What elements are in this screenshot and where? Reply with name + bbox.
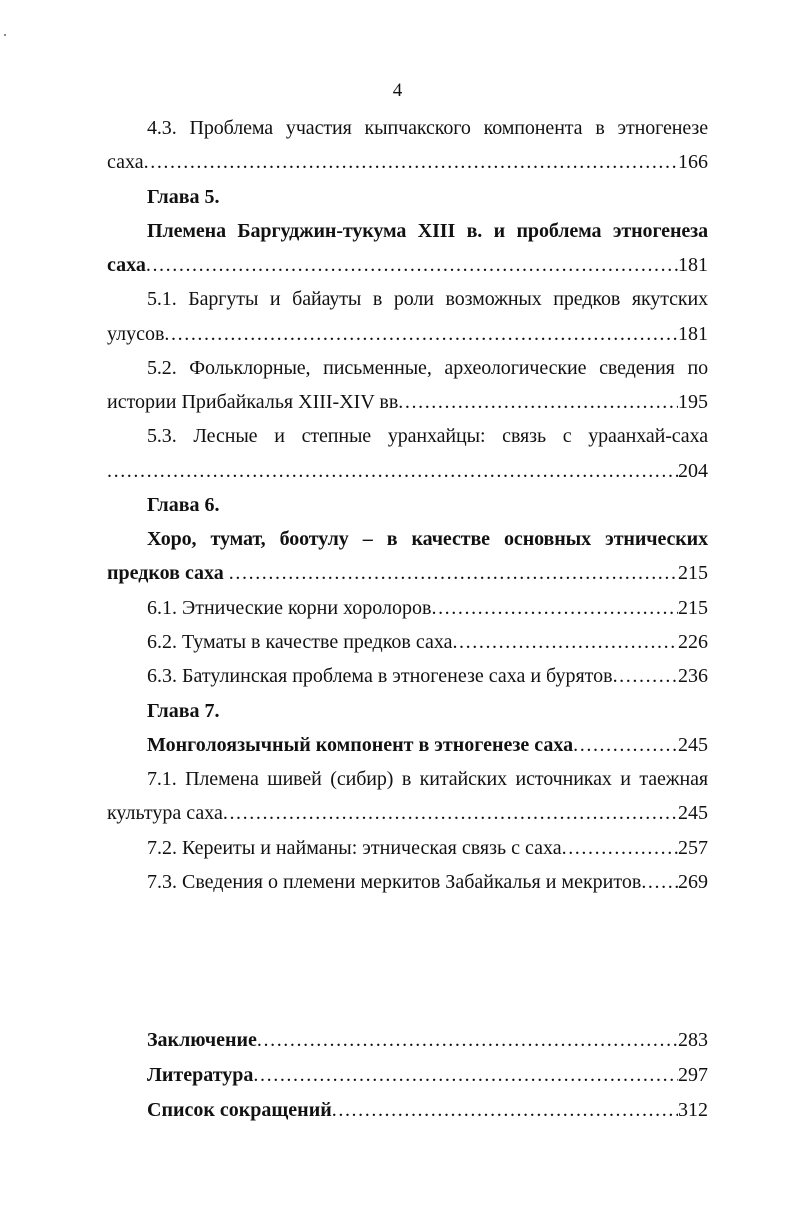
dot-leader	[332, 1093, 678, 1128]
toc-label: истории Прибайкалья XIII-XIV вв	[107, 391, 399, 414]
toc-page: 245	[678, 733, 708, 756]
toc-entry-7-1-leader[interactable]	[107, 796, 708, 830]
toc-entry-5-3-title: 5.3. Лесные и степные уранхайцы: связь с ураанхай-саха	[147, 425, 708, 448]
toc-label: 7.2. Кереиты и найманы: этническая связь с саха	[147, 836, 562, 859]
toc-page: 166	[678, 151, 708, 174]
toc-page: 226	[678, 630, 708, 653]
toc-label: Заключение	[147, 1029, 257, 1051]
toc-entry-7-3[interactable]	[107, 865, 708, 899]
toc-entry-6-3[interactable]	[107, 659, 708, 693]
dot-leader	[253, 1058, 678, 1093]
toc-entry-5-2-title: 5.2. Фольклорные, письменные, археологические сведения по	[147, 356, 708, 379]
toc-label: саха	[107, 151, 144, 174]
toc-entry-5-1-leader[interactable]	[107, 317, 708, 351]
dot-leader	[257, 1023, 678, 1058]
toc-label: культура саха	[107, 802, 223, 825]
toc-page: 215	[678, 596, 708, 619]
chapter-6-title: Хоро, тумат, боотулу – в качестве основных этнических	[147, 528, 708, 551]
toc-page: 257	[678, 836, 708, 859]
toc-label: 6.1. Этнические корни хоролоров	[147, 596, 432, 619]
toc-entry-7-1-title: 7.1. Племена шивей (сибир) в китайских источниках и таежная	[147, 768, 708, 791]
toc-page: 204	[678, 459, 708, 482]
dot-leader	[641, 865, 678, 899]
toc-entry-4-3-leader[interactable]	[107, 145, 708, 179]
dot-leader	[613, 659, 678, 693]
toc-entry-5-3-leader[interactable]	[107, 454, 708, 488]
chapter-7-title[interactable]	[107, 728, 708, 762]
dot-leader	[562, 831, 678, 865]
chapter-5-leader[interactable]	[107, 248, 708, 282]
back-matter	[107, 1023, 708, 1128]
table-of-contents	[107, 111, 708, 899]
toc-entry-7-2[interactable]	[107, 831, 708, 865]
toc-page: 312	[678, 1099, 708, 1121]
toc-conclusion[interactable]	[107, 1023, 708, 1058]
toc-page: 181	[678, 322, 708, 345]
toc-entry-4-3-title: 4.3. Проблема участия кыпчакского компонента в этногенезе	[147, 117, 708, 139]
dot-leader	[107, 454, 678, 488]
dot-leader	[229, 556, 678, 590]
toc-entry-6-2[interactable]	[107, 625, 708, 659]
dot-leader	[164, 317, 678, 351]
toc-entry-5-1-title: 5.1. Баргуты и байауты в роли возможных предков якутских	[147, 288, 708, 311]
toc-label: предков саха	[107, 562, 229, 585]
chapter-6-leader[interactable]	[107, 556, 708, 590]
chapter-5-title: Племена Баргуджин-тукума XIII в. и проблема этногенеза	[147, 219, 708, 242]
toc-page: 297	[678, 1064, 708, 1086]
toc-label: Монголоязычный компонент в этногенезе саха	[147, 733, 574, 756]
dot-leader	[144, 145, 678, 179]
dot-leader	[146, 248, 678, 282]
page-number: 4	[392, 80, 403, 101]
toc-label: 6.3. Батулинская проблема в этногенезе саха и бурятов	[147, 665, 613, 688]
toc-entry-6-1[interactable]	[107, 591, 708, 625]
chapter-7-heading: Глава 7.	[147, 699, 220, 722]
toc-page: 283	[678, 1029, 708, 1051]
toc-page: 181	[678, 254, 708, 277]
toc-page: 269	[678, 870, 708, 893]
scan-speck	[4, 34, 6, 36]
toc-label: Список сокращений	[147, 1099, 332, 1121]
toc-label: 7.3. Сведения о племени меркитов Забайкалья и мекритов	[147, 870, 642, 893]
chapter-5-heading: Глава 5.	[147, 185, 220, 208]
toc-label: саха	[107, 254, 146, 277]
dot-leader	[431, 591, 678, 625]
toc-page: 215	[678, 562, 708, 585]
toc-entry-5-2-leader[interactable]	[107, 385, 708, 419]
dot-leader	[223, 796, 678, 830]
toc-label: Литература	[147, 1064, 254, 1086]
dot-leader	[452, 625, 678, 659]
chapter-6-heading: Глава 6.	[147, 493, 220, 516]
toc-page: 245	[678, 802, 708, 825]
toc-label: улусов	[107, 322, 165, 345]
toc-abbreviations[interactable]	[107, 1093, 708, 1128]
dot-leader	[573, 728, 678, 762]
toc-label: 6.2. Туматы в качестве предков саха	[147, 630, 453, 653]
toc-page: 195	[678, 391, 708, 414]
toc-literature[interactable]	[107, 1058, 708, 1093]
dot-leader	[398, 385, 678, 419]
toc-page: 236	[678, 665, 708, 688]
